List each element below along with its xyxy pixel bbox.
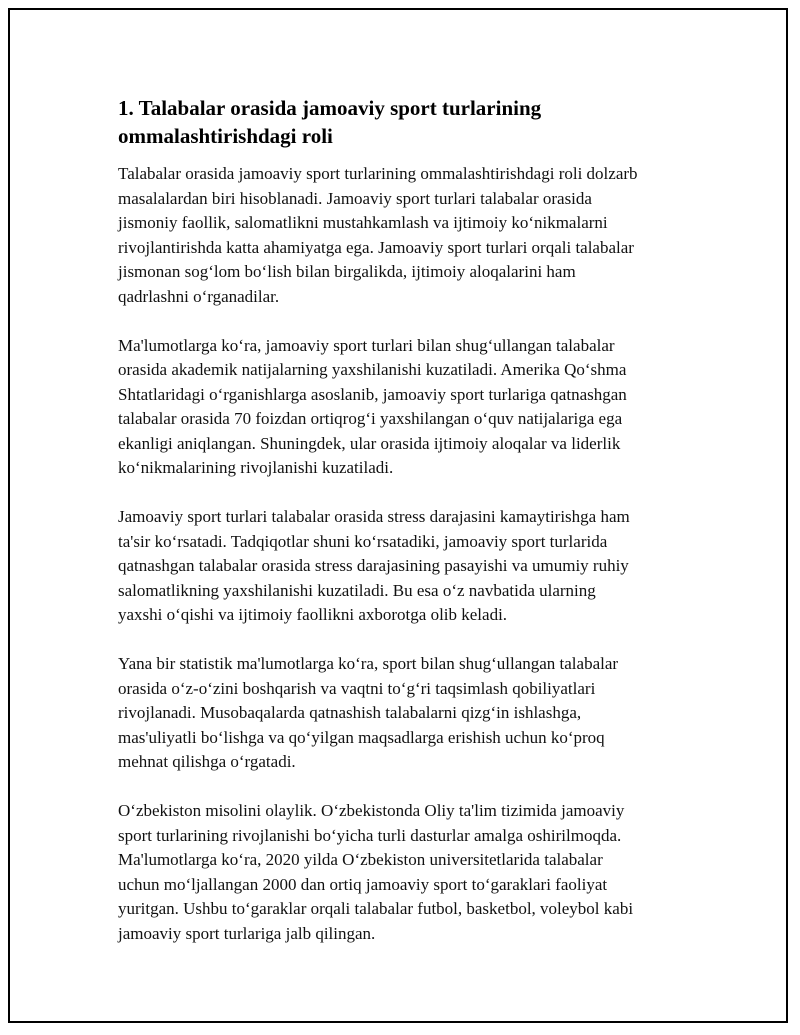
text-line: mas'uliyatli boʻlishga va qoʻyilgan maqsadlarga erishish uchun koʻproq [118, 727, 605, 747]
paragraph-4 [118, 652, 688, 775]
text-line: orasida oʻz-oʻzini boshqarish va vaqtni toʻgʻri taqsimlash qobiliyatlari [118, 678, 596, 698]
text-line: talabalar orasida 70 foizdan ortiqrogʻi yaxshilangan oʻquv natijalariga ega [118, 409, 623, 428]
text-line: sport turlarining rivojlanishi boʻyicha turli dasturlar amalga oshirilmoqda. [118, 825, 622, 845]
heading-line: ommalashtirishdagi roli [118, 124, 333, 148]
text-line: Talabalar orasida jamoaviy sport turlarining ommalashtirishdagi roli dolzarb [118, 164, 638, 183]
text-line: rivojlanadi. Musobaqalarda qatnashish talabalarni qizgʻin ishlashga, [118, 703, 582, 722]
text-line: jamoaviy sport turlariga jalb qilingan. [118, 923, 376, 943]
section-heading [118, 94, 688, 150]
text-line: rivojlantirishda katta ahamiyatga ega. Jamoaviy sport turlari orqali talabalar [118, 237, 634, 257]
paragraph-5 [118, 799, 688, 946]
text-line: Yana bir statistik ma'lumotlarga koʻra, sport bilan shugʻullangan talabalar [118, 654, 619, 673]
text-line: mehnat qilishga oʻrgatadi. [118, 752, 296, 771]
text-line: Oʻzbekiston misolini olaylik. Oʻzbekistonda Oliy ta'lim tizimida jamoaviy [118, 801, 625, 820]
text-line: koʻnikmalarining rivojlanishi kuzatiladi. [118, 458, 394, 477]
text-line: orasida akademik natijalarning yaxshilanishi kuzatiladi. Amerika Qoʻshma [118, 360, 627, 379]
text-line: jismoniy faollik, salomatlikni mustahkamlash va ijtimoiy koʻnikmalarni [118, 213, 608, 232]
document-body [118, 94, 688, 971]
text-line: uchun moʻljallangan 2000 dan ortiq jamoaviy sport toʻgaraklari faoliyat [118, 874, 608, 894]
heading-line: 1. Talabalar orasida jamoaviy sport turlarining [118, 96, 542, 120]
text-line: yaxshi oʻqishi va ijtimoiy faollikni axborotga olib keladi. [118, 605, 508, 624]
text-line: qatnashgan talabalar orasida stress darajasining pasayishi va umumiy ruhiy [118, 556, 629, 575]
text-line: jismonan sogʻlom boʻlish bilan birgalikda, ijtimoiy aloqalarini ham [118, 262, 576, 281]
text-line: salomatlikning yaxshilanishi kuzatiladi. Bu esa oʻz navbatida ularning [118, 580, 596, 600]
text-line: qadrlashni oʻrganadilar. [118, 286, 280, 306]
text-line: Jamoaviy sport turlari talabalar orasida stress darajasini kamaytirishga ham [118, 507, 630, 526]
paragraph-2 [118, 334, 688, 481]
text-line: Shtatlaridagi oʻrganishlarga asoslanib, jamoaviy sport turlariga qatnashgan [118, 384, 627, 404]
text-line: Ma'lumotlarga koʻra, jamoaviy sport turlari bilan shugʻullangan talabalar [118, 335, 615, 355]
text-line: ta'sir koʻrsatadi. Tadqiqotlar shuni koʻrsatadiki, jamoaviy sport turlarida [118, 531, 608, 551]
paragraph-3 [118, 505, 688, 628]
text-line: masalalardan biri hisoblanadi. Jamoaviy sport turlari talabalar orasida [118, 188, 592, 208]
text-line: Ma'lumotlarga koʻra, 2020 yilda Oʻzbekiston universitetlarida talabalar [118, 850, 603, 869]
text-line: ekanligi aniqlangan. Shuningdek, ular orasida ijtimoiy aloqalar va liderlik [118, 433, 621, 453]
paragraph-1 [118, 162, 688, 309]
text-line: yuritgan. Ushbu toʻgaraklar orqali talabalar futbol, basketbol, voleybol kabi [118, 899, 634, 918]
